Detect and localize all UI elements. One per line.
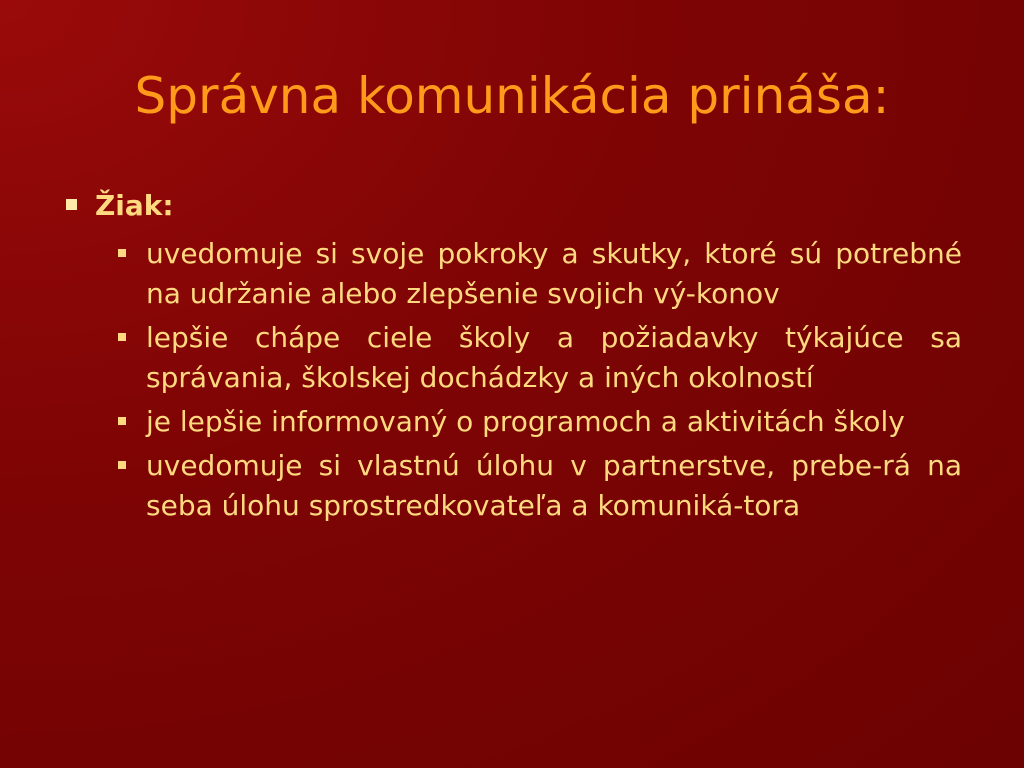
small-square-bullet-icon xyxy=(118,417,126,425)
list-item xyxy=(112,318,962,398)
heading-label: Žiak: xyxy=(95,189,174,222)
list-item-text: lepšie chápe ciele školy a požiadavky týkajúce sa správania, školskej dochádzky a iných okolností xyxy=(146,321,962,394)
bullet-list xyxy=(112,234,962,530)
list-item-text: uvedomuje si vlastnú úlohu v partnerstve, prebe-rá na seba úlohu sprostredkovateľa a komuniká-tora xyxy=(146,449,962,522)
list-item xyxy=(112,402,962,442)
square-bullet-icon xyxy=(66,199,77,210)
list-item xyxy=(112,446,962,526)
bullet-heading xyxy=(66,186,174,226)
slide-title: Správna komunikácia prináša: xyxy=(134,67,890,125)
small-square-bullet-icon xyxy=(118,461,126,469)
list-item-text: uvedomuje si svoje pokroky a skutky, ktoré sú potrebné na udržanie alebo zlepšenie svojich vý-konov xyxy=(146,237,962,310)
list-item xyxy=(112,234,962,314)
list-item-text: je lepšie informovaný o programoch a aktivitách školy xyxy=(146,405,905,438)
small-square-bullet-icon xyxy=(118,249,126,257)
small-square-bullet-icon xyxy=(118,333,126,341)
